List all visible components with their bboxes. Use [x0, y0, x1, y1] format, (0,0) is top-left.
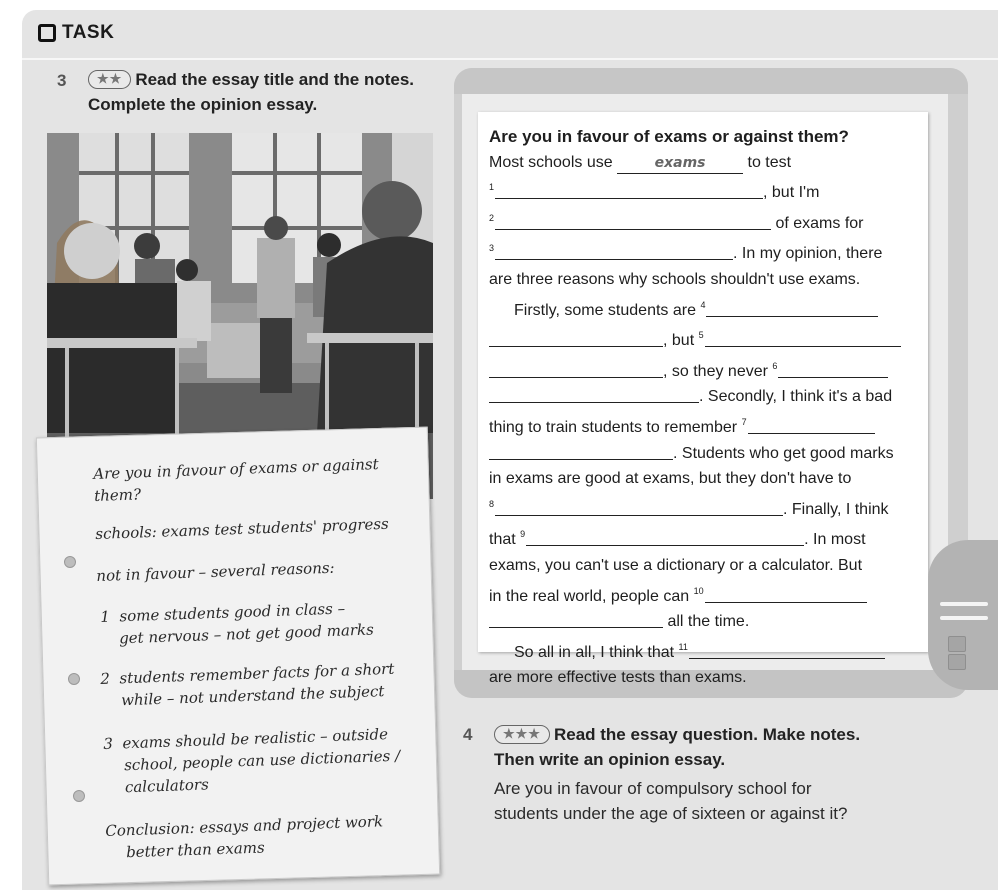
- punch-hole-icon: [64, 556, 76, 568]
- essay-text-segment: , but I'm: [763, 184, 820, 202]
- essay-text-segment: So all in all, I think that: [514, 643, 675, 661]
- essay-text: [489, 124, 914, 691]
- exercise-3-number: 3: [57, 71, 67, 90]
- essay-line-19: are more effective tests than exams.: [489, 669, 747, 687]
- difficulty-stars-icon: ★★★: [494, 725, 550, 744]
- gap-3-input[interactable]: [495, 244, 733, 260]
- essay-text-segment: of exams for: [775, 214, 864, 232]
- reason-3-line-1: exams should be realistic – outside: [122, 725, 389, 753]
- reason-1-line-1: some students good in class –: [119, 599, 346, 626]
- essay-line-4: [489, 236, 914, 267]
- gap-1-input[interactable]: [495, 183, 763, 199]
- conclusion-line-1: Conclusion: essays and project work: [105, 812, 384, 840]
- essay-line-9: [489, 384, 914, 410]
- grip-line-icon: [940, 602, 988, 606]
- essay-text-segment: . In my opinion, there: [733, 245, 883, 263]
- essay-text-segment: . Secondly, I think it's a bad: [699, 388, 893, 406]
- reason-2-line-1: students remember facts for a short: [119, 659, 395, 688]
- exercise-4-question-line-2: students under the age of sixteen or against it?: [494, 804, 848, 823]
- essay-line-1: [489, 150, 914, 176]
- essay-text-segment: . Finally, I think: [783, 500, 889, 518]
- essay-text-segment: Firstly, some students are: [514, 301, 696, 319]
- notes-schools: schools: exams test students' progress: [95, 514, 390, 543]
- gap-9-input[interactable]: [526, 530, 804, 546]
- task-title: TASK: [62, 22, 115, 43]
- checkbox-icon: [38, 24, 56, 42]
- essay-text-segment: , so they never: [663, 362, 768, 380]
- essay-line-16: [489, 579, 914, 610]
- essay-line-18: [489, 635, 914, 666]
- gap-2-input[interactable]: [495, 214, 771, 230]
- gap-number: 1: [489, 182, 495, 193]
- notes-title-line-2: them?: [93, 485, 142, 505]
- answer-example: exams: [617, 156, 743, 174]
- exercise-4-instruction: [494, 722, 860, 772]
- essay-text-segment: thing to train students to remember: [489, 418, 738, 436]
- gap-number: 2: [489, 212, 495, 223]
- essay-line-15: exams, you can't use a dictionary or a calculator. But: [489, 556, 863, 574]
- essay-line-8: [489, 354, 914, 385]
- reason-1-number: 1: [100, 607, 111, 626]
- gap-number: 4: [700, 299, 706, 310]
- gap-number: 5: [698, 330, 704, 341]
- essay-text-segment: to test: [747, 153, 792, 171]
- essay-line-17: [489, 609, 914, 635]
- gap-10-input[interactable]: [705, 587, 867, 603]
- reason-1-line-2: get nervous – not get good marks: [118, 620, 375, 648]
- gap-11-input[interactable]: [689, 643, 885, 659]
- exercise-3-instruction-line-2: Complete the opinion essay.: [88, 95, 318, 114]
- gap-6-input[interactable]: [778, 362, 888, 378]
- essay-text-segment: . Students who get good marks: [673, 444, 894, 462]
- punch-hole-icon: [68, 673, 80, 685]
- essay-text-segment: , but: [663, 332, 695, 350]
- gap-6-continued[interactable]: [489, 387, 699, 403]
- exercise-4-instruction-line-1: Read the essay question. Make notes.: [553, 725, 861, 744]
- essay-line-2: [489, 175, 914, 206]
- essay-title: Are you in favour of exams or against them?: [489, 127, 849, 146]
- conclusion-line-2: better than exams: [125, 838, 265, 862]
- gap-4-continued[interactable]: [489, 331, 663, 347]
- gap-4-input[interactable]: [706, 301, 878, 317]
- essay-line-12: in exams are good at exams, but they don't have to: [489, 470, 852, 488]
- exercise-3-instruction: [88, 67, 414, 117]
- task-header: [38, 22, 114, 44]
- gap-8-input[interactable]: [495, 500, 783, 516]
- reason-3-line-3: calculators: [124, 775, 210, 797]
- essay-line-7: [489, 323, 914, 354]
- essay-line-6: [489, 293, 914, 324]
- gap-number: 8: [489, 498, 495, 509]
- exercise-3-instruction-line-1: Read the essay title and the notes.: [135, 70, 415, 89]
- gap-number: 9: [520, 529, 526, 540]
- gap-7-input[interactable]: [748, 418, 875, 434]
- reason-2-line-2: while – not understand the subject: [120, 682, 385, 710]
- essay-panel-header: [454, 68, 968, 94]
- reason-3-number: 3: [103, 734, 114, 753]
- gap-number: 7: [741, 416, 747, 427]
- gap-5-continued[interactable]: [489, 362, 663, 378]
- punch-hole-icon: [73, 790, 85, 802]
- essay-line-10: [489, 410, 914, 441]
- notes-reason-3: [103, 723, 401, 799]
- scroll-up-icon[interactable]: [948, 636, 966, 652]
- essay-line-13: [489, 492, 914, 523]
- essay-line-5: are three reasons why schools shouldn't use exams.: [489, 270, 861, 288]
- header-divider: [22, 58, 998, 60]
- gap-10-continued[interactable]: [489, 612, 663, 628]
- essay-line-14: [489, 522, 914, 553]
- exercise-4-instruction-line-2: Then write an opinion essay.: [494, 750, 726, 769]
- exercise-4-number: 4: [463, 725, 473, 744]
- essay-text-segment: in the real world, people can: [489, 587, 690, 605]
- gap-number: 3: [489, 243, 495, 254]
- essay-text-segment: all the time.: [667, 613, 750, 631]
- gap-number: 6: [772, 360, 778, 371]
- essay-line-11: [489, 441, 914, 467]
- exercise-4-question-line-1: Are you in favour of compulsory school for: [494, 779, 812, 798]
- reason-3-line-2: school, people can use dictionaries /: [123, 746, 401, 775]
- essay-text-segment: . In most: [804, 531, 866, 549]
- scroll-down-icon[interactable]: [948, 654, 966, 670]
- notes-not-in-favour: not in favour – several reasons:: [96, 558, 335, 585]
- gap-7-continued[interactable]: [489, 444, 673, 460]
- gap-5-input[interactable]: [705, 331, 901, 347]
- difficulty-stars-icon: ★★: [88, 70, 131, 89]
- notes-title-line-1: Are you in favour of exams or against: [93, 455, 379, 483]
- essay-text-segment: that: [489, 531, 516, 549]
- essay-line-3: [489, 206, 914, 237]
- exercise-4-question: [494, 776, 934, 826]
- essay-text-segment: Most schools use: [489, 153, 613, 171]
- reason-2-number: 2: [100, 669, 111, 688]
- gap-number: 10: [693, 585, 704, 596]
- grip-line-icon: [940, 616, 988, 620]
- gap-number: 11: [678, 641, 688, 652]
